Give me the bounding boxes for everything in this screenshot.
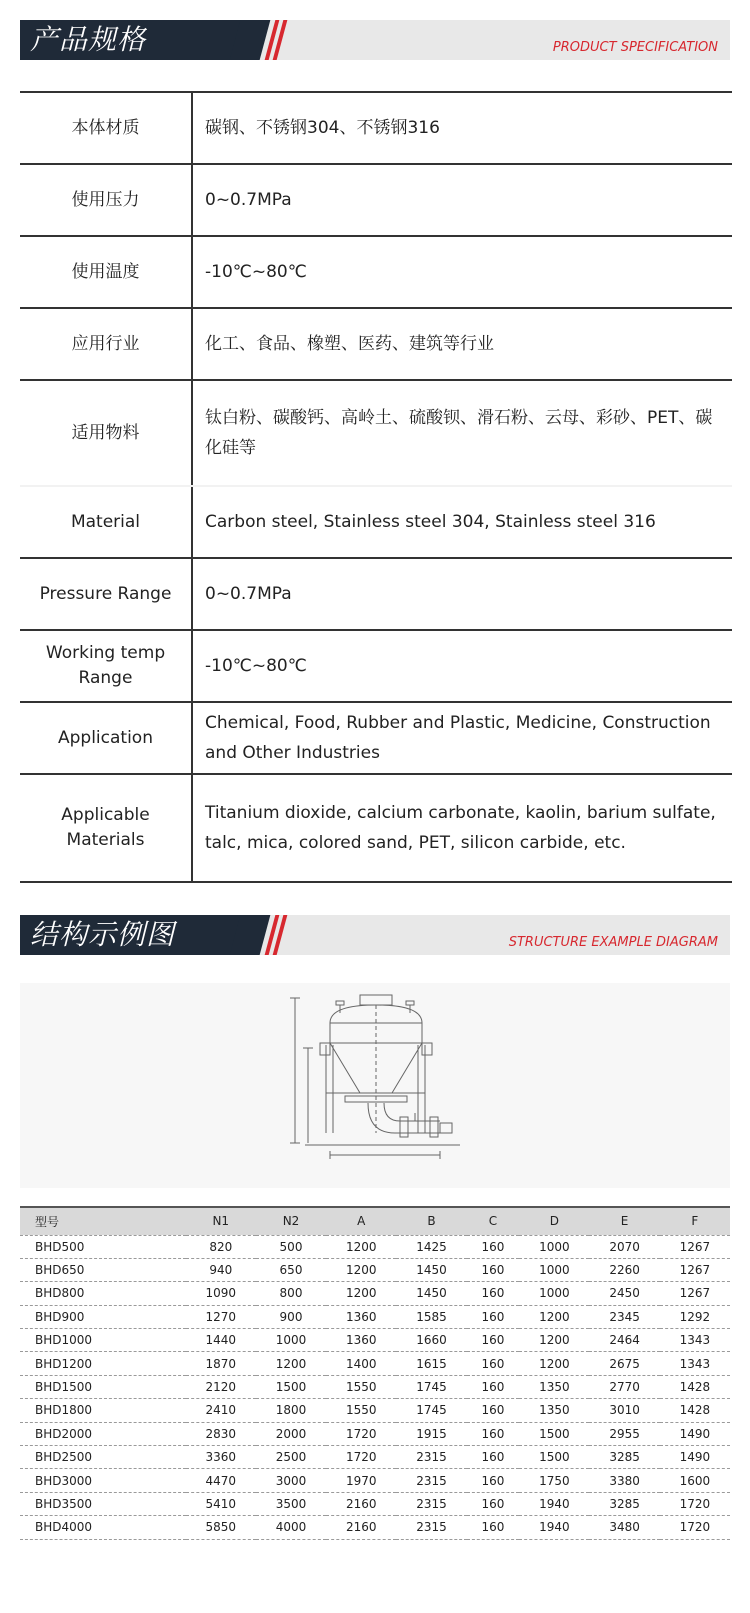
model-cell: BHD4000 — [20, 1516, 186, 1539]
value-cell: 900 — [256, 1305, 326, 1328]
value-cell: 1940 — [519, 1516, 589, 1539]
value-cell: 1500 — [519, 1446, 589, 1469]
model-cell: BHD900 — [20, 1305, 186, 1328]
table-row — [20, 1305, 730, 1328]
column-header: D — [519, 1207, 589, 1235]
spec-value: Carbon steel, Stainless steel 304, Stainless steel 316 — [191, 487, 732, 557]
value-cell: 1267 — [660, 1235, 730, 1258]
value-cell: 1550 — [326, 1399, 396, 1422]
value-cell: 1090 — [186, 1282, 256, 1305]
value-cell: 160 — [467, 1329, 520, 1352]
spec-value: -10℃~80℃ — [191, 237, 732, 307]
spec-row — [20, 381, 732, 487]
spec-key: Application — [58, 727, 153, 748]
value-cell: 800 — [256, 1282, 326, 1305]
value-cell: 1000 — [519, 1282, 589, 1305]
spec-key: 应用行业 — [71, 333, 140, 354]
value-cell: 2160 — [326, 1516, 396, 1539]
value-cell: 1428 — [660, 1375, 730, 1398]
value-cell: 1720 — [660, 1516, 730, 1539]
spec-key: Working temp Range — [45, 643, 166, 688]
value-cell: 1343 — [660, 1352, 730, 1375]
value-cell: 5410 — [186, 1492, 256, 1515]
spec-value: 0~0.7MPa — [191, 559, 732, 629]
column-header: N2 — [256, 1207, 326, 1235]
value-cell: 1745 — [396, 1375, 466, 1398]
value-cell: 160 — [467, 1258, 520, 1281]
spec-value: -10℃~80℃ — [191, 631, 732, 701]
value-cell: 1550 — [326, 1375, 396, 1398]
model-cell: BHD500 — [20, 1235, 186, 1258]
value-cell: 1400 — [326, 1352, 396, 1375]
spec-value: 钛白粉、碳酸钙、高岭土、硫酸钡、滑石粉、云母、彩砂、PET、碳化硅等 — [191, 381, 732, 485]
model-cell: BHD1000 — [20, 1329, 186, 1352]
value-cell: 1500 — [256, 1375, 326, 1398]
value-cell: 1200 — [519, 1305, 589, 1328]
column-header: C — [467, 1207, 520, 1235]
spec-value: Titanium dioxide, calcium carbonate, kaolin, barium sulfate, talc, mica, colored sand, PET, silicon carbide, etc. — [191, 775, 732, 881]
spec-key: Applicable Materials — [61, 805, 150, 850]
value-cell: 160 — [467, 1235, 520, 1258]
model-table — [20, 1206, 730, 1540]
value-cell: 2830 — [186, 1422, 256, 1445]
table-row — [20, 1329, 730, 1352]
value-cell: 3380 — [589, 1469, 659, 1492]
spec-value: 碳钢、不锈钢304、不锈钢316 — [191, 93, 732, 163]
table-row — [20, 1469, 730, 1492]
value-cell: 1585 — [396, 1305, 466, 1328]
spec-table — [20, 91, 732, 883]
model-cell: BHD800 — [20, 1282, 186, 1305]
value-cell: 1200 — [326, 1235, 396, 1258]
value-cell: 1970 — [326, 1469, 396, 1492]
section-title: 产品规格 — [30, 23, 147, 56]
value-cell: 1200 — [326, 1258, 396, 1281]
spec-value: 0~0.7MPa — [191, 165, 732, 235]
section-en-title: STRUCTURE EXAMPLE DIAGRAM — [508, 935, 718, 950]
spec-value: Chemical, Food, Rubber and Plastic, Medicine, Construction and Other Industries — [191, 703, 732, 773]
model-cell: BHD1200 — [20, 1352, 186, 1375]
spec-row — [20, 775, 732, 883]
value-cell: 1450 — [396, 1282, 466, 1305]
spec-key: 使用压力 — [71, 189, 140, 210]
model-cell: BHD1500 — [20, 1375, 186, 1398]
value-cell: 3285 — [589, 1446, 659, 1469]
value-cell: 1500 — [519, 1422, 589, 1445]
value-cell: 2955 — [589, 1422, 659, 1445]
value-cell: 1720 — [326, 1422, 396, 1445]
value-cell: 1343 — [660, 1329, 730, 1352]
value-cell: 1450 — [396, 1258, 466, 1281]
table-row — [20, 1492, 730, 1515]
model-cell: BHD1800 — [20, 1399, 186, 1422]
value-cell: 160 — [467, 1399, 520, 1422]
value-cell: 650 — [256, 1258, 326, 1281]
table-row — [20, 1375, 730, 1398]
table-header-row — [20, 1207, 730, 1235]
column-header: 型号 — [20, 1207, 186, 1235]
value-cell: 2070 — [589, 1235, 659, 1258]
table-row — [20, 1422, 730, 1445]
section-title: 结构示例图 — [30, 918, 176, 951]
value-cell: 2464 — [589, 1329, 659, 1352]
value-cell: 1490 — [660, 1422, 730, 1445]
value-cell: 2315 — [396, 1446, 466, 1469]
spec-row — [20, 487, 732, 559]
value-cell: 1915 — [396, 1422, 466, 1445]
value-cell: 1360 — [326, 1305, 396, 1328]
value-cell: 5850 — [186, 1516, 256, 1539]
spec-row — [20, 703, 732, 775]
spec-key: 本体材质 — [71, 117, 140, 138]
value-cell: 3480 — [589, 1516, 659, 1539]
value-cell: 2410 — [186, 1399, 256, 1422]
value-cell: 1267 — [660, 1282, 730, 1305]
table-row — [20, 1258, 730, 1281]
value-cell: 3000 — [256, 1469, 326, 1492]
value-cell: 1267 — [660, 1258, 730, 1281]
table-row — [20, 1399, 730, 1422]
value-cell: 2770 — [589, 1375, 659, 1398]
table-row — [20, 1282, 730, 1305]
value-cell: 1200 — [326, 1282, 396, 1305]
value-cell: 2315 — [396, 1516, 466, 1539]
spec-row — [20, 309, 732, 381]
value-cell: 2675 — [589, 1352, 659, 1375]
value-cell: 3500 — [256, 1492, 326, 1515]
value-cell: 1350 — [519, 1399, 589, 1422]
table-row — [20, 1446, 730, 1469]
value-cell: 1360 — [326, 1329, 396, 1352]
section-en-title: PRODUCT SPECIFICATION — [552, 40, 718, 55]
column-header: A — [326, 1207, 396, 1235]
value-cell: 160 — [467, 1469, 520, 1492]
value-cell: 500 — [256, 1235, 326, 1258]
value-cell: 1200 — [256, 1352, 326, 1375]
table-row — [20, 1352, 730, 1375]
value-cell: 1720 — [660, 1492, 730, 1515]
value-cell: 820 — [186, 1235, 256, 1258]
value-cell: 2450 — [589, 1282, 659, 1305]
table-row — [20, 1516, 730, 1539]
spec-section-header — [20, 20, 730, 60]
value-cell: 1292 — [660, 1305, 730, 1328]
model-cell: BHD3500 — [20, 1492, 186, 1515]
value-cell: 1000 — [519, 1235, 589, 1258]
value-cell: 160 — [467, 1352, 520, 1375]
value-cell: 160 — [467, 1375, 520, 1398]
value-cell: 2315 — [396, 1492, 466, 1515]
value-cell: 2000 — [256, 1422, 326, 1445]
spec-key: 使用温度 — [71, 261, 140, 282]
model-table-body — [20, 1235, 730, 1539]
value-cell: 1000 — [519, 1258, 589, 1281]
value-cell: 160 — [467, 1305, 520, 1328]
value-cell: 3285 — [589, 1492, 659, 1515]
spec-value: 化工、食品、橡塑、医药、建筑等行业 — [191, 309, 732, 379]
value-cell: 2315 — [396, 1469, 466, 1492]
column-header: E — [589, 1207, 659, 1235]
spec-row — [20, 93, 732, 165]
value-cell: 160 — [467, 1446, 520, 1469]
spec-key: Pressure Range — [39, 583, 172, 604]
value-cell: 1660 — [396, 1329, 466, 1352]
value-cell: 1425 — [396, 1235, 466, 1258]
value-cell: 160 — [467, 1422, 520, 1445]
table-row — [20, 1235, 730, 1258]
value-cell: 2500 — [256, 1446, 326, 1469]
value-cell: 940 — [186, 1258, 256, 1281]
model-cell: BHD2000 — [20, 1422, 186, 1445]
value-cell: 4000 — [256, 1516, 326, 1539]
model-cell: BHD2500 — [20, 1446, 186, 1469]
value-cell: 1200 — [519, 1329, 589, 1352]
spec-row — [20, 559, 732, 631]
model-cell: BHD3000 — [20, 1469, 186, 1492]
value-cell: 160 — [467, 1492, 520, 1515]
value-cell: 3360 — [186, 1446, 256, 1469]
value-cell: 1615 — [396, 1352, 466, 1375]
spec-row — [20, 631, 732, 703]
value-cell: 2345 — [589, 1305, 659, 1328]
structure-section-header — [20, 915, 730, 955]
column-header: N1 — [186, 1207, 256, 1235]
value-cell: 1600 — [660, 1469, 730, 1492]
structure-diagram — [20, 983, 730, 1188]
value-cell: 1270 — [186, 1305, 256, 1328]
value-cell: 1428 — [660, 1399, 730, 1422]
value-cell: 1200 — [519, 1352, 589, 1375]
value-cell: 160 — [467, 1282, 520, 1305]
value-cell: 1800 — [256, 1399, 326, 1422]
value-cell: 2260 — [589, 1258, 659, 1281]
spec-row — [20, 165, 732, 237]
value-cell: 1750 — [519, 1469, 589, 1492]
value-cell: 1490 — [660, 1446, 730, 1469]
column-header: F — [660, 1207, 730, 1235]
value-cell: 1720 — [326, 1446, 396, 1469]
spec-key: Material — [70, 511, 141, 532]
value-cell: 1000 — [256, 1329, 326, 1352]
spec-key: 适用物料 — [71, 422, 140, 443]
value-cell: 4470 — [186, 1469, 256, 1492]
value-cell: 3010 — [589, 1399, 659, 1422]
vessel-drawing — [20, 983, 730, 1188]
model-cell: BHD650 — [20, 1258, 186, 1281]
value-cell: 2120 — [186, 1375, 256, 1398]
value-cell: 2160 — [326, 1492, 396, 1515]
value-cell: 1350 — [519, 1375, 589, 1398]
value-cell: 1870 — [186, 1352, 256, 1375]
column-header: B — [396, 1207, 466, 1235]
spec-row — [20, 237, 732, 309]
value-cell: 1745 — [396, 1399, 466, 1422]
value-cell: 160 — [467, 1516, 520, 1539]
value-cell: 1940 — [519, 1492, 589, 1515]
value-cell: 1440 — [186, 1329, 256, 1352]
